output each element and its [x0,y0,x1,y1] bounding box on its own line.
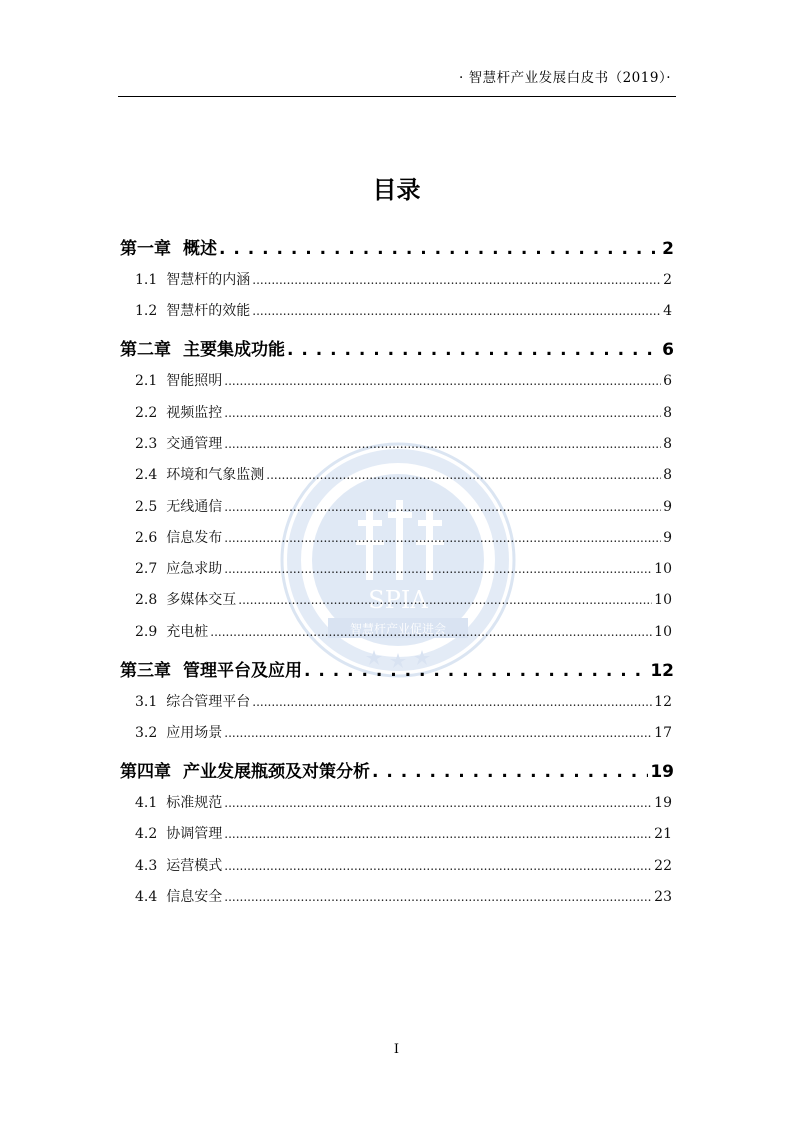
toc-dot-leader [238,592,652,608]
toc-entry-label: 交通管理 [166,435,223,452]
toc-entry-label: 综合管理平台 [166,693,251,710]
toc-dot-leader [252,303,661,319]
toc-entry-label: 智慧杆的内涵 [166,272,251,288]
toc-dot-leader [224,530,661,546]
toc-entry-number: 第四章 [120,762,171,782]
toc-chapter-entry[interactable] [120,234,674,259]
toc-section-entry[interactable] [135,691,672,711]
toc-page-number: 2 [663,272,672,288]
toc-entry-number: 4.4 [135,888,158,905]
toc-section-entry[interactable] [135,855,672,875]
toc-entry-label: 信息发布 [166,529,223,546]
toc-dot-leader [224,436,661,452]
toc-entry-number: 3.1 [135,693,158,710]
toc-entry-number: 4.3 [135,857,158,874]
toc-page-number: 12 [650,660,674,681]
toc-section-entry[interactable] [135,886,672,906]
toc-section-entry[interactable] [135,496,672,516]
toc-entry-number: 2.2 [135,404,158,421]
toc-entry-number: 2.7 [135,561,158,578]
toc-section-entry[interactable] [135,527,672,547]
watermark-subtitle: 智慧杆产业促进会 [349,622,447,636]
toc-section-entry[interactable] [135,464,672,484]
toc-page-number: 6 [662,340,674,361]
toc-page-number: 19 [650,762,674,782]
toc-dot-leader [304,661,648,681]
toc-dot-leader [224,405,661,421]
toc-entry-number: 3.2 [135,725,158,741]
toc-section-entry[interactable] [135,792,672,812]
toc-section-entry[interactable] [135,433,672,453]
toc-entry-number: 2.5 [135,498,158,515]
toc-dot-leader [224,725,652,741]
toc-section-entry[interactable] [135,823,672,843]
toc-entry-label: 无线通信 [166,498,223,515]
toc-entry-label: 概述 [183,239,217,259]
toc-chapter-entry[interactable] [120,656,674,681]
toc-dot-leader [224,795,652,811]
toc-entry-label: 智能照明 [166,373,223,390]
toc-section-entry[interactable] [135,300,672,320]
toc-entry-number: 2.1 [135,373,158,390]
toc-page-number: 2 [662,239,674,259]
toc-section-entry[interactable] [135,370,672,390]
toc-entry-number: 2.8 [135,592,158,609]
toc-dot-leader [266,467,661,483]
toc-section-entry[interactable] [135,558,672,578]
toc-page-number: 8 [663,467,672,484]
toc-entry-number: 2.6 [135,529,158,546]
toc-entry-number: 4.2 [135,826,158,843]
toc-page-number: 10 [654,561,672,578]
toc-page-number: 23 [654,888,672,905]
toc-dot-leader [287,340,660,360]
toc-page-number: 19 [654,795,672,811]
toc-section-entry[interactable] [135,722,672,742]
toc-chapter-entry[interactable] [120,757,674,782]
toc-entry-label: 充电桩 [166,623,209,640]
toc-page-number: 4 [663,303,672,320]
running-header: · 智慧杆产业发展白皮书（2019）· [459,70,671,86]
toc-section-entry[interactable] [135,621,672,641]
toc-section-entry[interactable] [135,589,672,609]
toc-section-entry[interactable] [135,269,672,289]
toc-page-number: 8 [663,404,672,421]
toc-entry-label: 管理平台及应用 [183,660,302,681]
toc-page-number: 6 [663,373,672,390]
toc-dot-leader [224,499,661,515]
toc-dot-leader [224,826,652,842]
toc-entry-number: 4.1 [135,795,158,811]
toc-entry-number: 第三章 [120,660,171,681]
toc-entry-label: 应用场景 [166,725,223,741]
toc-dot-leader [372,762,648,782]
toc-dot-leader [224,858,652,874]
toc-dot-leader [210,624,652,640]
toc-page-number: 10 [654,592,672,609]
toc-entry-number: 2.3 [135,435,158,452]
toc-dot-leader [252,272,661,288]
page-title: 目录 [372,176,421,204]
toc-page-number: 21 [654,826,672,843]
toc-entry-number: 1.2 [135,303,158,320]
toc-dot-leader [224,561,652,577]
toc-page-number: 22 [654,857,672,874]
toc-section-entry[interactable] [135,402,672,422]
toc-entry-label: 协调管理 [166,826,223,843]
toc-entry-number: 2.9 [135,623,158,640]
toc-chapter-entry[interactable] [120,335,674,360]
toc-entry-label: 信息安全 [166,888,223,905]
toc-entry-label: 运营模式 [166,857,223,874]
toc-page-number: 8 [663,435,672,452]
toc-entry-label: 环境和气象监测 [166,467,265,484]
toc-entry-number: 1.1 [135,272,158,288]
toc-entry-number: 第一章 [120,239,171,259]
toc-entry-label: 主要集成功能 [183,340,285,361]
toc-dot-leader [252,694,652,710]
toc-dot-leader [224,889,652,905]
toc-page-number: 12 [654,693,672,710]
toc-dot-leader [224,373,661,389]
toc-page-number: 9 [663,529,672,546]
toc-entry-label: 智慧杆的效能 [166,303,251,320]
toc-page-number: 17 [654,725,672,741]
toc-dot-leader [219,239,660,259]
toc-entry-label: 产业发展瓶颈及对策分析 [183,762,370,782]
toc-entry-label: 视频监控 [166,404,223,421]
toc-entry-label: 应急求助 [166,561,223,578]
toc-entry-label: 多媒体交互 [166,592,237,609]
toc-page-number: 9 [663,498,672,515]
page-number: I [393,1042,400,1057]
toc-entry-number: 2.4 [135,467,158,484]
watermark-title: SPIA [368,586,428,614]
toc-page-number: 10 [654,623,672,640]
toc-entry-number: 第二章 [120,340,171,361]
toc-entry-label: 标准规范 [166,795,223,811]
